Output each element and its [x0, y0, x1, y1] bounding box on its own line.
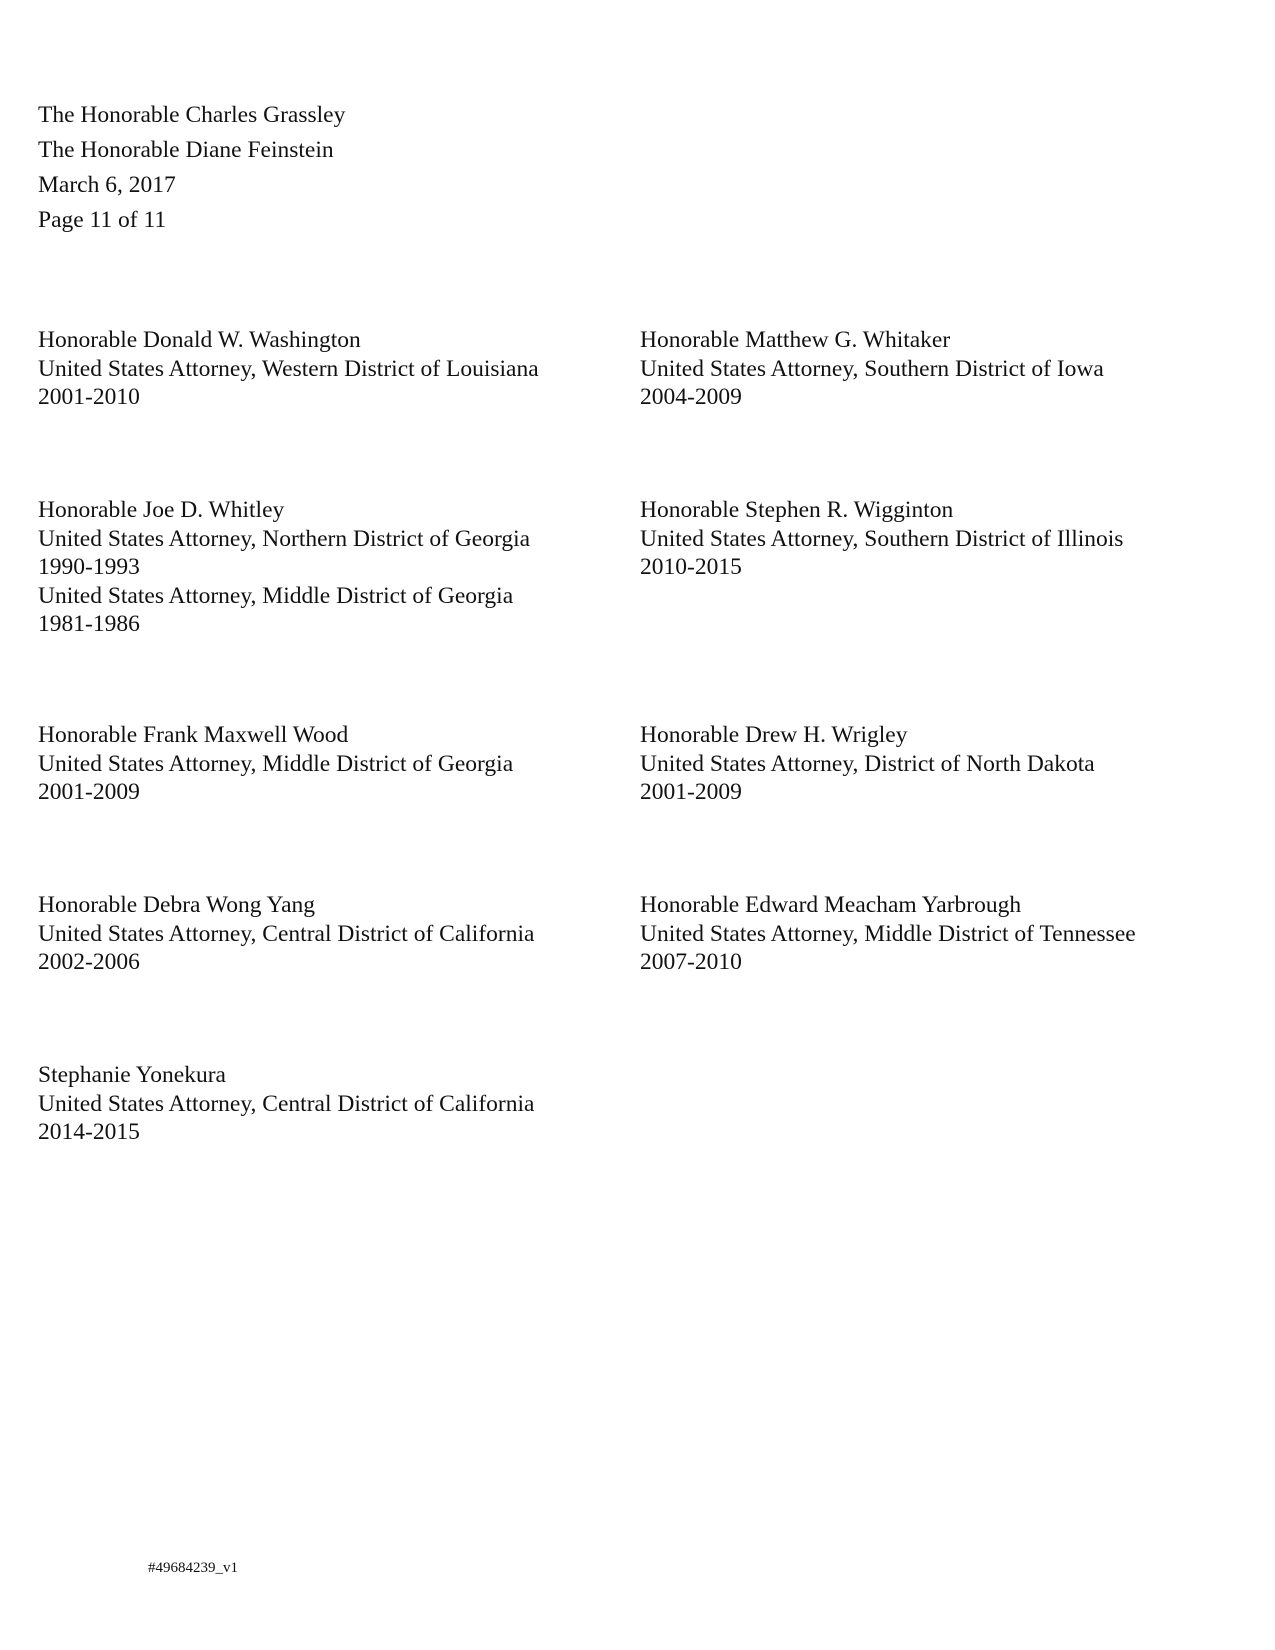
signatory-name: Honorable Matthew G. Whitaker — [640, 327, 951, 353]
signatory-years: 2004-2009 — [640, 384, 742, 410]
signatory-title: United States Attorney, Southern District of Illinois — [640, 525, 1124, 552]
signatory-name: Honorable Edward Meacham Yarbrough — [640, 892, 1022, 918]
signatory-name: Honorable Drew H. Wrigley — [640, 722, 908, 748]
signatory-entry — [640, 326, 1104, 412]
signatory-entry — [640, 496, 1123, 582]
letter-header — [38, 98, 345, 238]
signatory-title: United States Attorney, Central District of California — [38, 920, 535, 947]
signatory-name: Honorable Joe D. Whitley — [38, 497, 285, 523]
signatory-entry — [640, 891, 1136, 977]
signatory-entry — [38, 326, 539, 412]
signatory-entry — [38, 1061, 534, 1147]
page-number: Page 11 of 11 — [38, 207, 167, 233]
signatory-title: United States Attorney, Northern District of Georgia — [38, 525, 531, 552]
signatory-years: 2002-2006 — [38, 949, 140, 975]
letter-date: March 6, 2017 — [38, 172, 176, 198]
signatory-name: Honorable Debra Wong Yang — [38, 892, 316, 918]
signatory-title: United States Attorney, District of North Dakota — [640, 750, 1095, 777]
recipient-1: The Honorable Charles Grassley — [38, 102, 346, 128]
signatory-entry — [38, 496, 530, 639]
signatory-title: United States Attorney, Middle District of Georgia — [38, 750, 514, 777]
signatory-name: Honorable Stephen R. Wigginton — [640, 497, 954, 523]
signatory-title: United States Attorney, Western District of Louisiana — [38, 355, 539, 382]
signatory-title: United States Attorney, Middle District of Georgia — [38, 582, 514, 609]
signatory-title: United States Attorney, Southern District of Iowa — [640, 355, 1104, 382]
recipient-2: The Honorable Diane Feinstein — [38, 137, 334, 163]
signatory-name: Honorable Donald W. Washington — [38, 327, 361, 353]
signatory-entry — [38, 721, 513, 807]
signatory-entry — [640, 721, 1095, 807]
document-id: #49684239_v1 — [148, 1560, 238, 1576]
signatory-title: United States Attorney, Central District of California — [38, 1090, 535, 1117]
signatory-name: Honorable Frank Maxwell Wood — [38, 722, 349, 748]
signatory-years: 1981-1986 — [38, 611, 140, 637]
signatory-years: 2010-2015 — [640, 554, 742, 580]
signatory-title: United States Attorney, Middle District of Tennessee — [640, 920, 1136, 947]
signatory-name: Stephanie Yonekura — [38, 1062, 226, 1088]
signatory-years: 2001-2009 — [640, 779, 742, 805]
signatory-years: 1990-1993 — [38, 554, 140, 580]
signatory-entry — [38, 891, 534, 977]
signatory-years: 2001-2010 — [38, 384, 140, 410]
signatory-years: 2014-2015 — [38, 1119, 140, 1145]
signatory-years: 2001-2009 — [38, 779, 140, 805]
signatory-years: 2007-2010 — [640, 949, 742, 975]
